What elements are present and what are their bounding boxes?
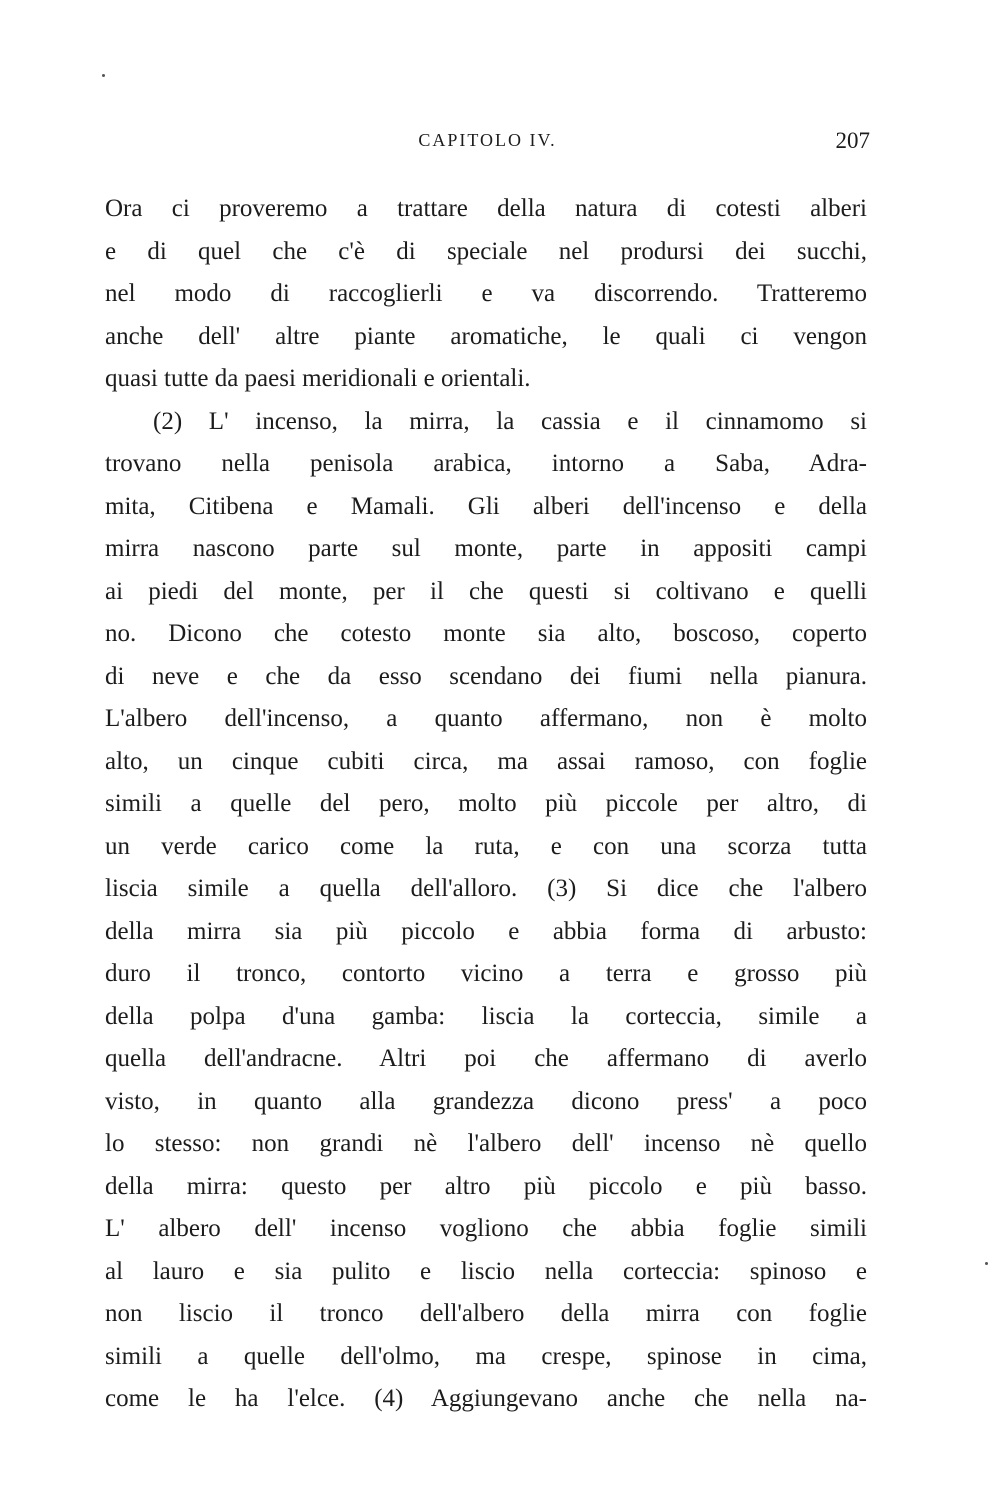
- text-line: Ora ci proveremo a trattare della natura di cotesti alberi: [105, 195, 867, 222]
- text-line: un verde carico come la ruta, e con una scorza tutta: [105, 832, 867, 860]
- text-line: liscia simile a quella dell'alloro. (3) Si dice che l'albero: [105, 875, 867, 902]
- text-line: L' albero dell' incenso vogliono che abbia foglie simili: [105, 1215, 867, 1242]
- text-line: simili a quelle del pero, molto più piccole per altro, di: [105, 790, 867, 817]
- text-line: duro il tronco, contorto vicino a terra e grosso più: [105, 960, 867, 987]
- text-line: al lauro e sia pulito e liscio nella corteccia: spinoso e: [105, 1257, 867, 1285]
- text-line: alto, un cinque cubiti circa, ma assai ramoso, con foglie: [105, 747, 867, 775]
- text-line: L'albero dell'incenso, a quanto affermano, non è molto: [105, 705, 867, 732]
- running-head: [105, 128, 870, 160]
- text-line: come le ha l'elce. (4) Aggiungevano anche che nella na-: [105, 1385, 867, 1412]
- text-line: della mirra: questo per altro più piccolo e più basso.: [105, 1172, 867, 1200]
- text-line: della polpa d'una gamba: liscia la corteccia, simile a: [105, 1002, 867, 1030]
- page-number: 207: [835, 128, 870, 153]
- text-line: simili a quelle dell'olmo, ma crespe, spinose in cima,: [105, 1342, 867, 1370]
- text-line: mita, Citibena e Mamali. Gli alberi dell'incenso e della: [105, 492, 867, 520]
- text-line: quella dell'andracne. Altri poi che affermano di averlo: [105, 1045, 867, 1072]
- text-line: e di quel che c'è di speciale nel prodursi dei succhi,: [105, 237, 867, 265]
- text-line: lo stesso: non grandi nè l'albero dell' incenso nè quello: [105, 1130, 867, 1157]
- text-line: (2) L' incenso, la mirra, la cassia e il cinnamomo si: [153, 407, 867, 435]
- text-line: non liscio il tronco dell'albero della mirra con foglie: [105, 1300, 867, 1327]
- text-line: visto, in quanto alla grandezza dicono press' a poco: [105, 1087, 867, 1115]
- chapter-title: CAPITOLO IV.: [418, 130, 557, 150]
- body-text: [105, 188, 867, 1421]
- paper-speck: [985, 1262, 988, 1265]
- text-line: quasi tutte da paesi meridionali e orientali.: [105, 365, 531, 392]
- paper-speck: [102, 74, 105, 77]
- text-line: della mirra sia più piccolo e abbia forma di arbusto:: [105, 917, 867, 945]
- text-line: nel modo di raccoglierli e va discorrendo. Tratteremo: [105, 280, 867, 307]
- text-line: anche dell' altre piante aromatiche, le quali ci vengon: [105, 322, 867, 350]
- text-line: di neve e che da esso scendano dei fiumi nella pianura.: [105, 662, 867, 690]
- text-line: ai piedi del monte, per il che questi si coltivano e quelli: [105, 577, 867, 605]
- text-line: mirra nascono parte sul monte, parte in appositi campi: [105, 535, 867, 562]
- text-line: trovano nella penisola arabica, intorno a Saba, Adra-: [105, 450, 867, 477]
- text-line: no. Dicono che cotesto monte sia alto, boscoso, coperto: [105, 620, 867, 647]
